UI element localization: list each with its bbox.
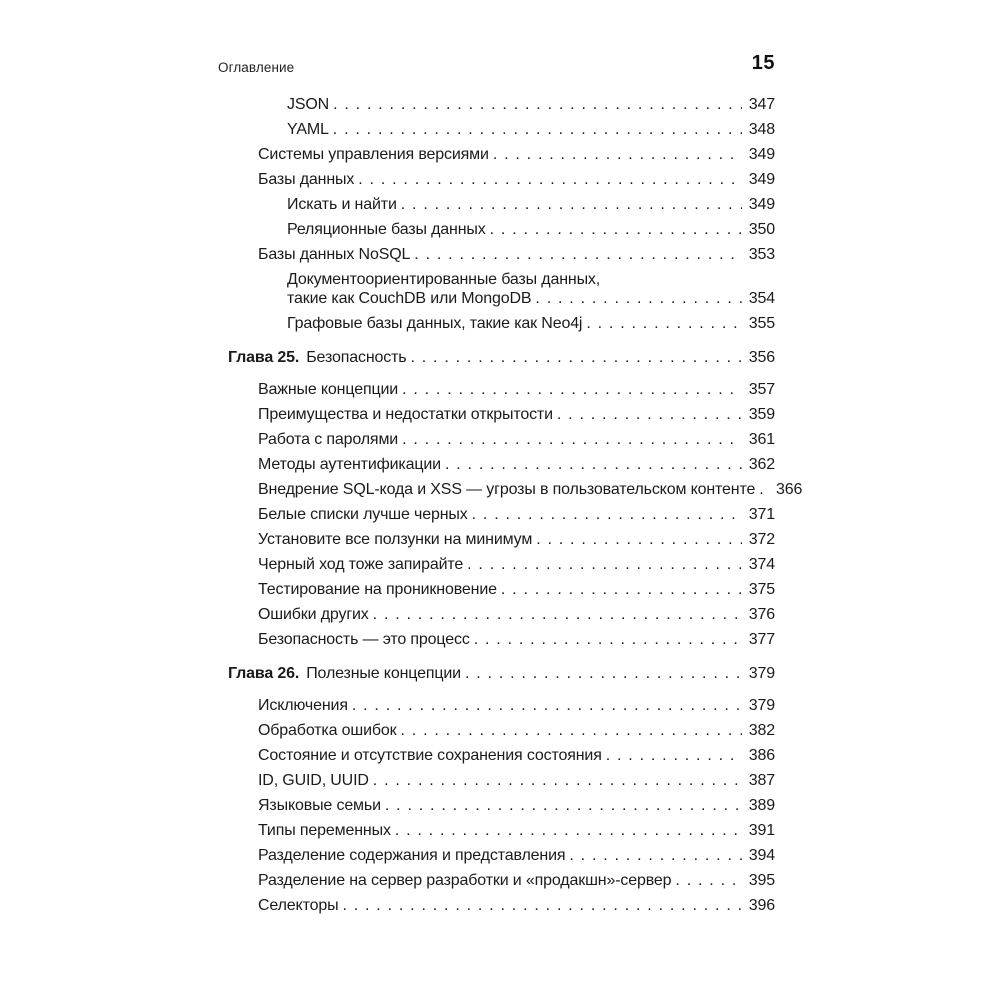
entry-title: Базы данных NoSQL [258,246,411,263]
entry-title: Преимущества и недостатки открытости [258,406,553,423]
toc-entry [228,221,775,238]
dot-leader [467,556,742,573]
running-header: Оглавление [218,60,295,75]
dot-leader [759,481,769,498]
entry-title: Методы аутентификации [258,456,441,473]
entry-page-number: 394 [748,847,775,864]
toc-entry [228,631,775,648]
page-number: 15 [751,52,775,74]
entry-title: Графовые базы данных, такие как Neo4j [287,315,583,332]
entry-title: Полезные концепции [306,665,461,682]
entry-title: Состояние и отсутствие сохранения состояния [258,747,602,764]
entry-page-number: 371 [748,506,775,523]
entry-title: Установите все ползунки на минимум [258,531,533,548]
entry-page-number: 357 [748,381,775,398]
toc-entry [228,697,775,714]
entry-title-line2: такие как CouchDB или MongoDB [287,290,532,307]
entry-page-number: 350 [748,221,775,238]
chapter-number-label: Глава 25. [228,349,300,366]
dot-leader [675,872,742,889]
entry-page-number: 391 [748,822,775,839]
entry-title: JSON [287,96,330,113]
dot-leader [535,290,742,307]
entry-title: Типы переменных [258,822,391,839]
entry-title: Базы данных [258,171,355,188]
entry-title: YAML [287,121,329,138]
entry-page-number: 361 [748,431,775,448]
page-header [218,52,775,75]
toc-entry [228,822,775,839]
entry-title: Белые списки лучше черных [258,506,468,523]
entry-title: Важные концепции [258,381,399,398]
toc-entry [228,722,775,739]
entry-page-number: 349 [748,196,775,213]
entry-page-number: 379 [748,665,775,682]
entry-title: Черный ход тоже запирайте [258,556,464,573]
table-of-contents [228,96,803,922]
dot-leader [569,847,742,864]
toc-entry [228,196,775,213]
toc-chapter-entry [228,665,775,682]
entry-page-number: 348 [748,121,775,138]
entry-page-number: 395 [748,872,775,889]
dot-leader [501,581,742,598]
dot-leader [490,221,742,238]
toc-entry [228,747,775,764]
dot-leader [414,246,742,263]
entry-title: Безопасность [306,349,407,366]
toc-chapter-entry [228,349,775,366]
entry-page-number: 396 [748,897,775,914]
entry-title-line1: Документоориентированные базы данных, [287,271,601,288]
entry-page-number: 386 [748,747,775,764]
entry-title: Исключения [258,697,348,714]
toc-entry [228,271,775,307]
toc-entry [228,381,775,398]
entry-page-number: 355 [748,315,775,332]
toc-entry [228,847,775,864]
entry-page-number: 359 [748,406,775,423]
dot-leader [395,822,742,839]
entry-title: Разделение на сервер разработки и «продакшн»-сервер [258,872,672,889]
toc-entry [228,315,775,332]
dot-leader [333,121,742,138]
toc-entry [228,121,775,138]
dot-leader [536,531,742,548]
entry-title: ID, GUID, UUID [258,772,369,789]
entry-title: Искать и найти [287,196,397,213]
dot-leader [472,506,742,523]
toc-entry [228,531,775,548]
toc-entry [228,171,775,188]
entry-title: Внедрение SQL-кода и XSS — угрозы в пользовательском контенте [258,481,756,498]
entry-page-number: 375 [748,581,775,598]
entry-page-number: 379 [748,697,775,714]
dot-leader [385,797,742,814]
entry-title: Реляционные базы данных [287,221,486,238]
toc-entry [228,797,775,814]
chapter-number-label: Глава 26. [228,665,300,682]
dot-leader [586,315,742,332]
entry-title: Селекторы [258,897,339,914]
entry-title: Безопасность — это процесс [258,631,470,648]
dot-leader [557,406,742,423]
entry-page-number: 387 [748,772,775,789]
toc-entry [228,772,775,789]
entry-page-number: 362 [748,456,775,473]
entry-page-number: 356 [748,349,775,366]
entry-page-number: 349 [748,146,775,163]
dot-leader [342,897,742,914]
entry-page-number: 366 [775,481,803,498]
dot-leader [474,631,742,648]
dot-leader [445,456,742,473]
toc-entry [228,481,803,498]
entry-page-number: 376 [748,606,775,623]
dot-leader [373,772,742,789]
toc-entry [228,246,775,263]
entry-page-number: 347 [748,96,775,113]
entry-title: Языковые семьи [258,797,381,814]
entry-title: Тестирование на проникновение [258,581,497,598]
dot-leader [465,665,742,682]
toc-entry [228,456,775,473]
entry-title: Ошибки других [258,606,369,623]
toc-entry [228,606,775,623]
toc-entry [228,431,775,448]
toc-entry [228,506,775,523]
toc-entry [228,897,775,914]
dot-leader [606,747,742,764]
dot-leader [352,697,742,714]
entry-page-number: 349 [748,171,775,188]
entry-title: Разделение содержания и представления [258,847,566,864]
entry-page-number: 374 [748,556,775,573]
toc-entry [228,96,775,113]
entry-page-number: 377 [748,631,775,648]
entry-title: Работа с паролями [258,431,399,448]
dot-leader [401,196,742,213]
toc-entry [228,556,775,573]
dot-leader [410,349,742,366]
toc-entry [228,581,775,598]
entry-title: Системы управления версиями [258,146,489,163]
entry-page-number: 372 [748,531,775,548]
toc-entry [228,406,775,423]
entry-page-number: 389 [748,797,775,814]
entry-title: Обработка ошибок [258,722,397,739]
dot-leader [373,606,742,623]
dot-leader [333,96,742,113]
toc-entry [228,872,775,889]
entry-page-number: 354 [748,290,775,307]
dot-leader [493,146,742,163]
dot-leader [358,171,742,188]
dot-leader [402,381,742,398]
dot-leader [402,431,742,448]
entry-page-number: 382 [748,722,775,739]
entry-page-number: 353 [748,246,775,263]
dot-leader [400,722,742,739]
toc-entry [228,146,775,163]
